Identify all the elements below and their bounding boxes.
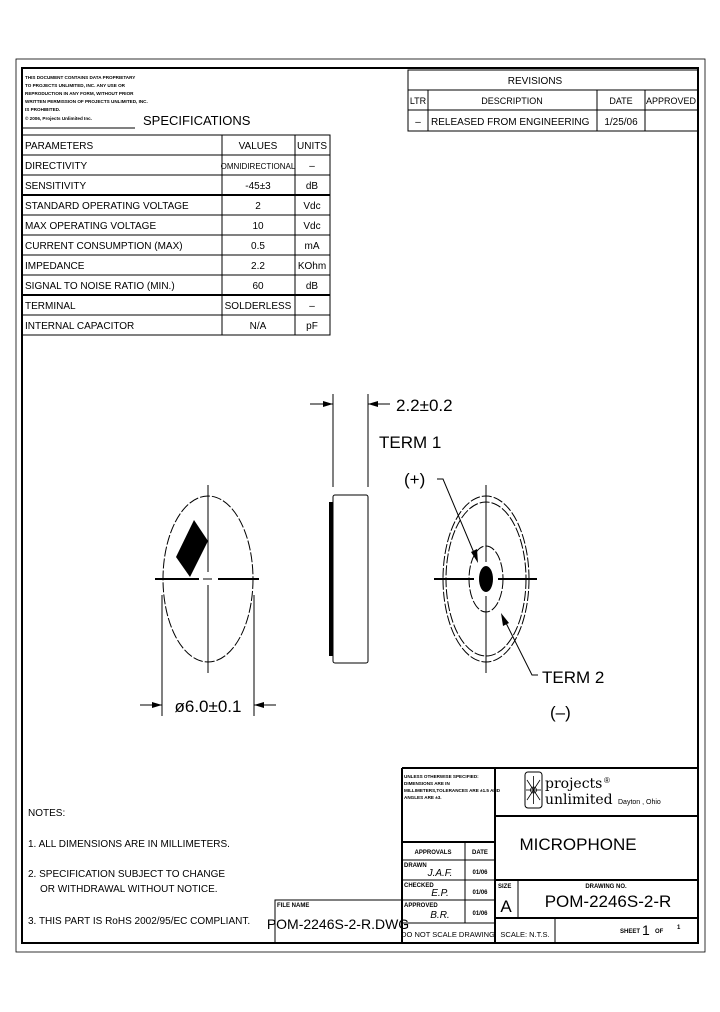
param-unit: dB xyxy=(305,181,319,192)
header-date: DATE xyxy=(609,96,633,106)
param-name: MAX OPERATING VOLTAGE xyxy=(25,221,157,232)
header-units: UNITS xyxy=(297,141,327,152)
header-values: VALUES xyxy=(238,141,278,152)
approval-date: 01/06 xyxy=(472,870,488,876)
header-ltr: LTR xyxy=(409,96,427,106)
revision-letter: – xyxy=(415,117,421,128)
param-value: 2 xyxy=(255,201,261,212)
file-name-block xyxy=(267,900,409,943)
front-view xyxy=(140,485,276,716)
param-name: CURRENT CONSUMPTION (MAX) xyxy=(25,241,183,252)
header-approved: APPROVED xyxy=(645,96,697,106)
logo-star-icon xyxy=(526,776,541,804)
tolerance-note: ANGLES ARE ±3. xyxy=(404,795,442,800)
notes xyxy=(28,808,250,927)
outer-border xyxy=(16,59,705,952)
approval-row xyxy=(404,863,488,879)
param-unit: dB xyxy=(305,281,319,292)
param-unit: – xyxy=(309,161,315,172)
header-description: DESCRIPTION xyxy=(481,96,543,106)
param-unit: Vdc xyxy=(303,221,321,232)
do-not-scale-note: DO NOT SCALE DRAWING xyxy=(401,930,495,939)
sheet-number: 1 xyxy=(642,922,650,938)
revisions-table xyxy=(408,70,698,131)
term1-polarity: (+) xyxy=(404,470,426,489)
polarity-mark-icon xyxy=(176,520,208,577)
revisions-title: REVISIONS xyxy=(507,76,563,87)
param-unit: – xyxy=(309,301,315,312)
term2-polarity: (–) xyxy=(550,703,571,722)
revision-row xyxy=(415,117,638,128)
tolerance-note: DIMENSIONS ARE IN xyxy=(404,781,450,786)
company-name-line2: unlimited xyxy=(545,792,613,808)
notice-line: TO PROJECTS UNLIMITED, INC. ANY USE OR xyxy=(25,83,125,88)
table-row xyxy=(25,221,321,232)
notice-line: THIS DOCUMENT CONTAINS DATA PROPRIETARY xyxy=(25,75,136,80)
note-item: 3. THIS PART IS RoHS 2002/95/EC COMPLIANT. xyxy=(28,916,251,927)
param-value: 2.2 xyxy=(251,261,265,272)
drawing-no-label: DRAWING NO. xyxy=(585,884,627,890)
drawing-title: MICROPHONE xyxy=(519,835,637,854)
revision-date: 1/25/06 xyxy=(604,117,638,128)
approval-initials: E.P. xyxy=(431,888,449,899)
note-item: OR WITHDRAWAL WITHOUT NOTICE. xyxy=(40,884,218,895)
note-item: 2. SPECIFICATION SUBJECT TO CHANGE xyxy=(28,869,226,880)
approval-row xyxy=(404,883,488,899)
param-value: 60 xyxy=(252,281,264,292)
note-item: 1. ALL DIMENSIONS ARE IN MILLIMETERS. xyxy=(28,839,230,850)
notice-line: WRITTEN PERMISSION OF PROJECTS UNLIMITED, INC. xyxy=(25,99,148,104)
param-name: IMPEDANCE xyxy=(25,261,85,272)
table-row xyxy=(25,241,320,252)
table-row xyxy=(25,321,318,332)
approval-role: APPROVED xyxy=(404,903,438,909)
term2-label: TERM 2 xyxy=(542,668,605,687)
notice-line: © 2006, Projects Unlimited Inc. xyxy=(25,116,92,121)
param-value: SOLDERLESS xyxy=(224,301,292,312)
file-name-label: FILE NAME xyxy=(277,903,310,909)
param-name: INTERNAL CAPACITOR xyxy=(25,321,135,332)
date-header: DATE xyxy=(472,850,488,856)
param-unit: pF xyxy=(306,321,318,332)
approval-row xyxy=(404,903,488,921)
revision-description: RELEASED FROM ENGINEERING xyxy=(431,117,590,128)
param-name: SIGNAL TO NOISE RATIO (MIN.) xyxy=(25,281,175,292)
approval-role: CHECKED xyxy=(404,883,434,889)
param-unit: Vdc xyxy=(303,201,321,212)
approval-date: 01/06 xyxy=(472,911,488,917)
drawing-number: POM-2246S-2-R xyxy=(544,892,672,911)
param-unit: KOhm xyxy=(297,261,327,272)
scale-note: SCALE: N.T.S. xyxy=(500,930,550,939)
company-logo xyxy=(525,772,661,808)
term1-label: TERM 1 xyxy=(379,433,442,452)
file-name: POM-2246S-2-R.DWG xyxy=(266,916,410,932)
param-name: DIRECTIVITY xyxy=(25,161,88,172)
param-value: OMNIDIRECTIONAL xyxy=(220,162,296,171)
size-label: SIZE xyxy=(498,884,512,890)
terminal-pad-icon xyxy=(479,566,493,592)
sheet-of-label: OF xyxy=(655,929,664,935)
company-location: Dayton , Ohio xyxy=(618,799,661,806)
header-parameters: PARAMETERS xyxy=(25,141,94,152)
title-block xyxy=(267,768,698,943)
table-row xyxy=(25,201,321,212)
table-row xyxy=(25,301,315,312)
notes-title: NOTES: xyxy=(28,808,66,819)
sheet-info xyxy=(620,922,681,938)
tolerance-note: MILLIMETERS,TOLERANCES ARE ±1.5 AND xyxy=(404,788,501,793)
approval-initials: J.A.F. xyxy=(427,868,453,879)
size-value: A xyxy=(500,897,512,916)
approval-date: 01/06 xyxy=(472,890,488,896)
param-name: STANDARD OPERATING VOLTAGE xyxy=(25,201,189,212)
param-unit: mA xyxy=(304,241,320,252)
param-value: -45±3 xyxy=(245,181,271,192)
proprietary-notice xyxy=(22,75,148,128)
registered-mark: ® xyxy=(604,776,610,785)
diameter-dimension: ø6.0±0.1 xyxy=(174,697,242,716)
specifications-table xyxy=(22,135,330,335)
table-row xyxy=(25,281,318,292)
sheet-total: 1 xyxy=(677,925,681,931)
param-name: SENSITIVITY xyxy=(25,181,87,192)
specifications-title: SPECIFICATIONS xyxy=(143,113,251,128)
param-name: TERMINAL xyxy=(25,301,76,312)
approval-initials: B.R. xyxy=(430,910,450,921)
param-value: 10 xyxy=(252,221,264,232)
notice-line: IS PROHIBITED. xyxy=(25,107,61,112)
tolerance-note: UNLESS OTHERWISE SPECIFIED: xyxy=(404,774,479,779)
inner-border xyxy=(22,68,698,943)
sheet-label: SHEET xyxy=(620,929,641,935)
table-row xyxy=(25,181,318,192)
company-name-line1: projects xyxy=(545,776,603,792)
notice-line: REPRODUCTION IN ANY FORM, WITHOUT PRIOR xyxy=(25,91,134,96)
approvals-header: APPROVALS xyxy=(414,850,452,856)
param-value: N/A xyxy=(249,321,267,332)
thickness-dimension: 2.2±0.2 xyxy=(396,396,453,415)
table-row xyxy=(25,161,315,172)
approval-role: DRAWN xyxy=(404,863,427,869)
back-view xyxy=(379,433,604,722)
table-row xyxy=(25,261,326,272)
param-value: 0.5 xyxy=(251,241,265,252)
